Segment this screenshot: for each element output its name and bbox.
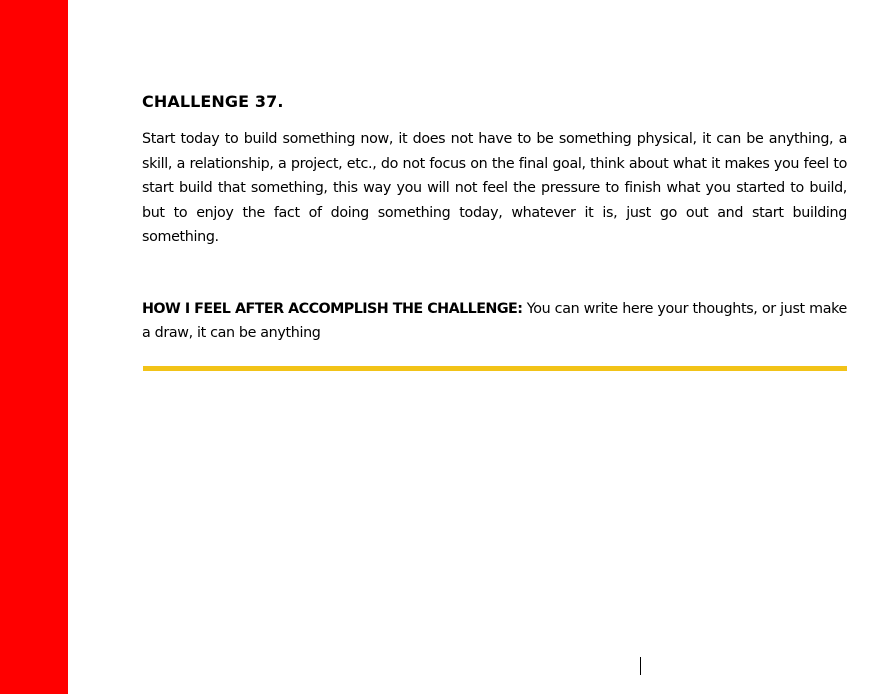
reflection-section <box>142 297 847 346</box>
challenge-body: Start today to build something now, it does not have to be something physical, it can be anything, a skill, a relationship, a project, etc., do not focus on the final goal, think about what it makes you feel to start build that something, this way you will not feel the pressure to finish what you started to build, but to enjoy the fact of doing something today, whatever it is, just go out and start building something. <box>142 131 847 245</box>
red-side-band <box>0 0 68 694</box>
reflection-label: HOW I FEEL AFTER ACCOMPLISH THE CHALLENGE: <box>142 300 523 317</box>
challenge-heading: CHALLENGE 37. <box>142 92 284 111</box>
text-cursor[interactable] <box>640 657 641 675</box>
reflection-prompt: You can write here your thoughts, or just make a draw, it can be anything <box>142 300 847 341</box>
page-content <box>142 90 847 346</box>
yellow-divider-line <box>143 366 847 371</box>
